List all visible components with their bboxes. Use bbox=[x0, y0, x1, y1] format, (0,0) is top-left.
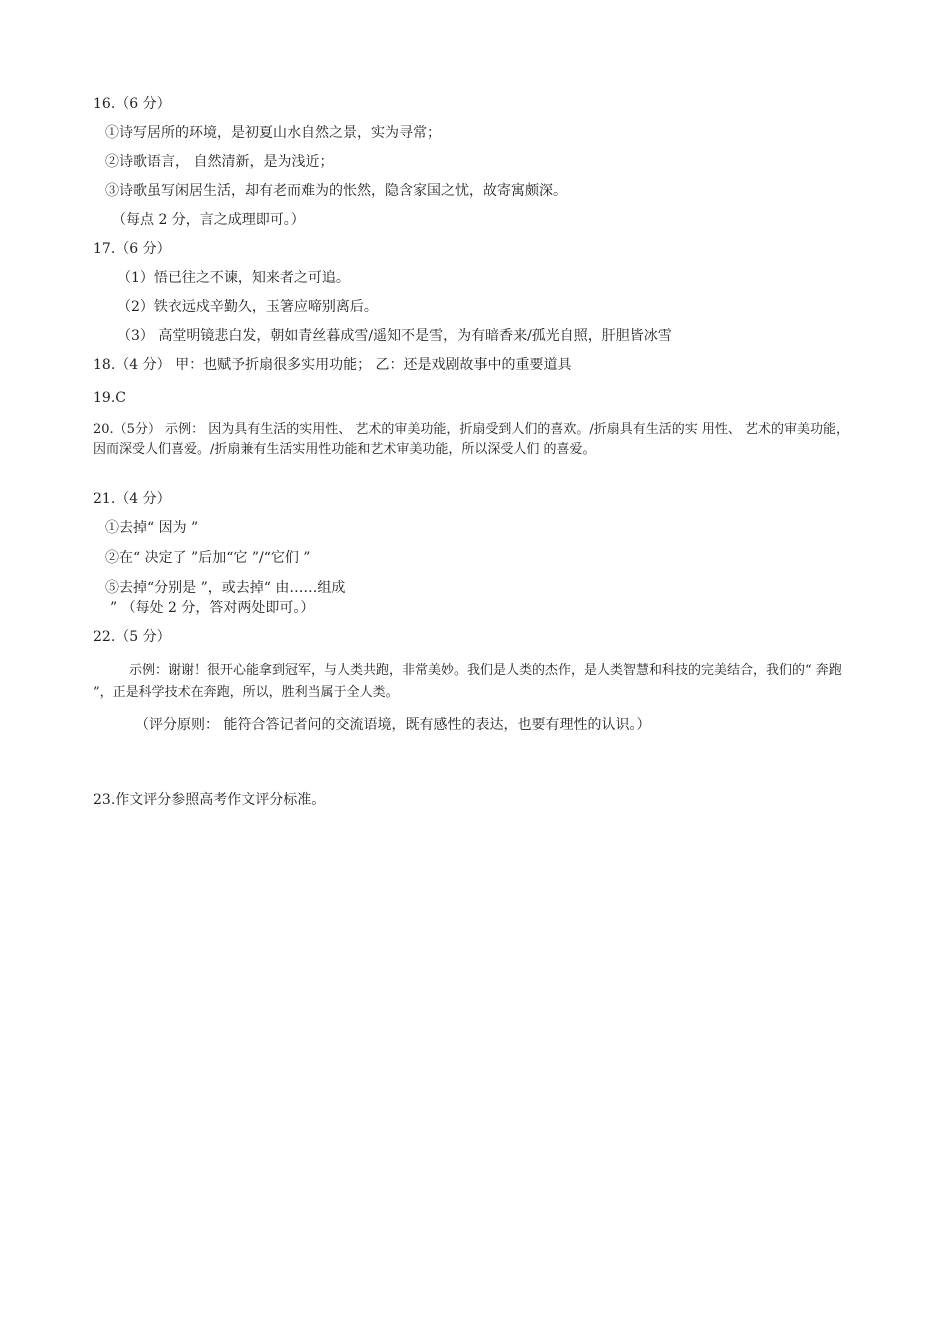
q21-header: 21.（4 分） bbox=[93, 491, 171, 507]
q22-example: 示例：谢谢！很开心能拿到冠军，与人类共跑，非常美妙。我们是人类的杰作，是人类智慧和科技的完美结合，我们的“ 奔跑 ”，正是科学技术在奔跑，所以，胜利当属于全人类。 bbox=[93, 663, 842, 700]
q20-answer: 20.（5分） 示例： 因为具有生活的实用性、 艺术的审美功能，折扇受到人们的喜欢。/折扇具有生活的实 用性、 艺术的审美功能， 因而深受人们喜爱。/折扇兼有生活实用性功能和艺术审美功能，所以深受人们 的喜爱。 bbox=[93, 422, 849, 457]
q16-note: （每点 2 分，言之成理即可。） bbox=[112, 212, 305, 228]
q16-header: 16.（6 分） bbox=[93, 96, 171, 112]
q16-item-3: ③诗歌虽写闲居生活，却有老而难为的怅然，隐含家国之忧，故寄寓颇深。 bbox=[105, 183, 567, 199]
q18-answer: 18.（4 分） 甲：也赋予折扇很多实用功能； 乙：还是戏剧故事中的重要道具 bbox=[93, 357, 572, 373]
q16-item-1: ①诗写居所的环境，是初夏山水自然之景，实为寻常； bbox=[105, 125, 441, 141]
q23-answer: 23.作文评分参照高考作文评分标准。 bbox=[93, 792, 326, 808]
q17-header: 17.（6 分） bbox=[93, 241, 171, 257]
q16-item-2: ②诗歌语言， 自然清新，是为浅近； bbox=[105, 154, 334, 170]
q21-item-3: ⑤去掉“分别是 ”，或去掉“ 由……组成 bbox=[105, 580, 346, 596]
q22-criteria: （评分原则： 能符合答记者问的交流语境，既有感性的表达，也要有理性的认识。） bbox=[135, 717, 651, 733]
q19-answer: 19.C bbox=[93, 390, 126, 406]
q21-note: ” （每处 2 分，答对两处即可。） bbox=[110, 600, 315, 616]
q21-item-1: ①去掉“ 因为 ” bbox=[105, 520, 199, 536]
q17-item-3: （3） 高堂明镜悲白发，朝如青丝暮成雪/遥知不是雪，为有暗香来/孤光自照，肝胆皆冰雪 bbox=[117, 328, 672, 344]
q21-item-2: ②在“ 决定了 ”后加“它 ”/“它们 ” bbox=[105, 550, 311, 566]
q22-header: 22.（5 分） bbox=[93, 629, 171, 645]
q17-item-1: （1）悟已往之不谏，知来者之可追。 bbox=[117, 270, 350, 286]
q17-item-2: （2）铁衣远戍辛勤久，玉箸应啼别离后。 bbox=[117, 299, 378, 315]
